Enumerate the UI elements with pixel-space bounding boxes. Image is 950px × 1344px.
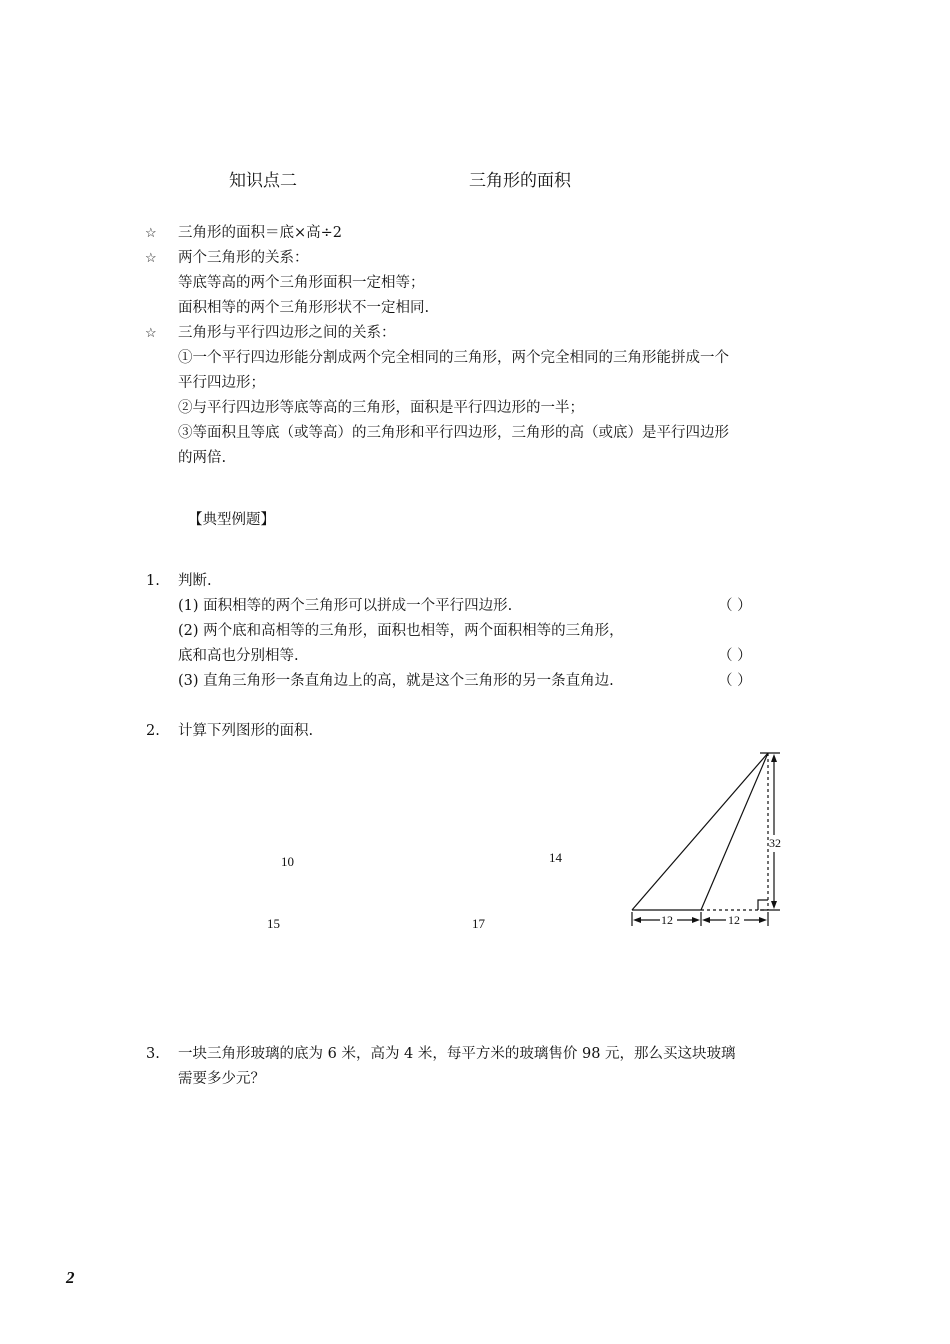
page-number: 2	[66, 1268, 75, 1287]
parallelogram-point-3: ③等面积且等底（或等高）的三角形和平行四边形，三角形的高（或底）是平行四边形	[178, 425, 729, 441]
q3-text: 一块三角形玻璃的底为 6 米，高为 4 米，每平方米的玻璃售价 98 元，那么买这块玻璃	[178, 1046, 736, 1062]
arrowhead	[692, 917, 700, 923]
q1-answer-blank-3[interactable]: （ ）	[718, 673, 752, 689]
q3-number: 3.	[146, 1046, 160, 1062]
arrowhead	[702, 917, 710, 923]
parallelogram-title: 三角形与平行四边形之间的关系：	[178, 325, 396, 341]
examples-heading: 【典型例题】	[188, 512, 275, 528]
section-title: 知识点二	[229, 171, 297, 191]
figure-3-height-label: 32	[769, 836, 781, 850]
q1-title: 判断.	[178, 573, 212, 589]
relation-line-1: 等底等高的两个三角形面积一定相等；	[178, 275, 425, 291]
figure-3-base-label: 12	[728, 913, 740, 927]
q3-text-cont: 需要多少元？	[178, 1071, 265, 1087]
relation-title: 两个三角形的关系：	[178, 250, 309, 266]
q1-item-2-cont: 底和高也分别相等.	[178, 648, 299, 664]
parallelogram-point-3-cont: 的两倍.	[178, 450, 227, 466]
star-bullet-icon: ☆	[145, 251, 157, 266]
arrowhead	[759, 917, 767, 923]
figure-3-base-label: 12	[661, 913, 673, 927]
q2-title: 计算下列图形的面积.	[178, 723, 314, 739]
figure-1-label: 15	[267, 916, 280, 931]
arrowhead	[771, 754, 777, 762]
q1-item-1: (1) 面积相等的两个三角形可以拼成一个平行四边形.	[178, 598, 513, 614]
figure-2-label: 17	[472, 916, 485, 931]
q2-number: 2.	[146, 723, 160, 739]
q1-item-2: (2) 两个底和高相等的三角形，面积也相等，两个面积相等的三角形，	[178, 623, 624, 639]
triangle-side-line	[632, 753, 768, 910]
q1-item-3: (3) 直角三角形一条直角边上的高，就是这个三角形的另一条直角边.	[178, 673, 614, 689]
arrowhead	[771, 901, 777, 909]
star-bullet-icon: ☆	[145, 326, 157, 341]
q1-number: 1.	[146, 573, 160, 589]
figure-1-label: 10	[281, 854, 294, 869]
parallelogram-point-1: ①一个平行四边形能分割成两个完全相同的三角形，两个完全相同的三角形能拼成一个	[178, 350, 729, 366]
relation-line-2: 面积相等的两个三角形形状不一定相同.	[178, 300, 430, 316]
formula-text: 三角形的面积＝底×高÷2	[178, 225, 343, 241]
arrowhead	[633, 917, 641, 923]
star-bullet-icon: ☆	[145, 226, 157, 241]
figure-2-label: 14	[549, 850, 562, 865]
parallelogram-point-2: ②与平行四边形等底等高的三角形，面积是平行四边形的一半；	[178, 400, 584, 416]
q1-answer-blank-1[interactable]: （ ）	[718, 598, 752, 614]
topic-title: 三角形的面积	[469, 171, 571, 191]
triangle-side-line	[701, 753, 768, 910]
parallelogram-point-1-cont: 平行四边形；	[178, 375, 265, 391]
right-angle-marker	[758, 900, 768, 910]
q1-answer-blank-2[interactable]: （ ）	[718, 648, 752, 664]
